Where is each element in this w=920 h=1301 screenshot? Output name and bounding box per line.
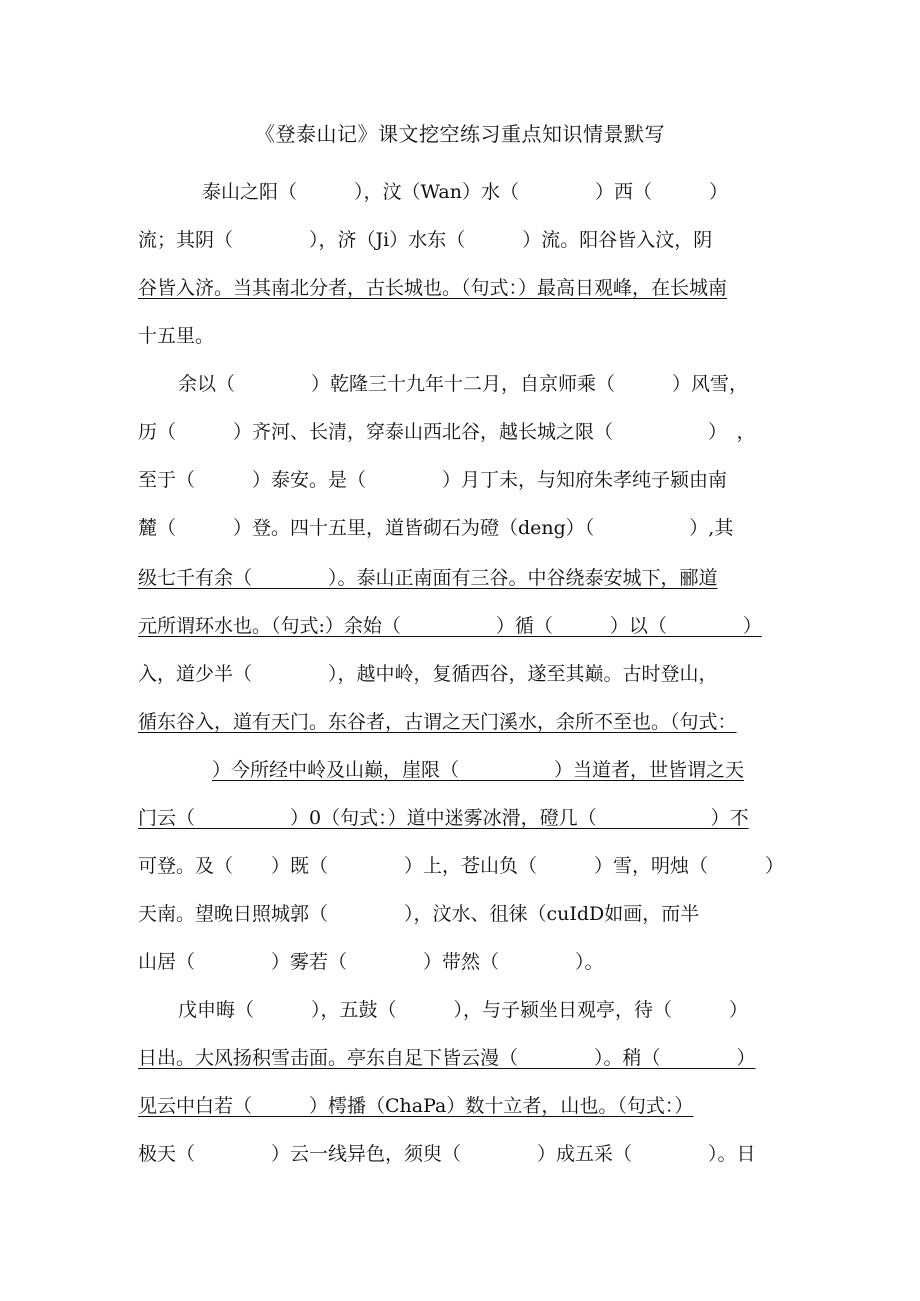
text-line: 戊申晦（ ），五鼓（ ），与子颍坐日观亭，待（ ） xyxy=(178,999,749,1021)
text-line: 元所谓环水也。（句式:）余始（ ）循（ ）以（ ） xyxy=(138,615,762,637)
text-line: 门云（ ）0（句式：）道中迷雾冰滑，磴几（ ）不 xyxy=(138,807,749,829)
text-line: 历（ ）齐河、长清，穿泰山西北谷，越长城之限（ ） ， xyxy=(138,421,756,443)
document-title: 《登泰山记》课文挖空练习重点知识情景默写 xyxy=(255,122,665,146)
text-line: 入，道少半（ ），越中岭，复循西谷，遂至其巅。古时登山， xyxy=(138,663,718,685)
text-line: 余以（ ）乾隆三十九年十二月，自京师乘（ ）风雪， xyxy=(178,373,749,395)
text-line: 循东谷入，道有天门。东谷者，古谓之天门溪水，余所不至也。（句式： xyxy=(138,711,737,733)
text-line: 日出。大风扬积雪击面。亭东自足下皆云漫（ ）。稍（ ） xyxy=(138,1047,756,1069)
text-line: 泰山之阳（ ），汶（Wan）水（ ）西（ ） xyxy=(202,181,728,203)
text-line: 流；其阴（ ），济（Ji）水东（ ）流。阳谷皆入汶，阴 xyxy=(138,229,713,251)
text-line: 谷皆入济。当其南北分者，古长城也。（句式：）最高日观峰，在长城南 xyxy=(138,277,728,299)
text-line: 十五里。 xyxy=(138,325,215,347)
text-line: 见云中白若（ ）樗播（ChaPa）数十立者，山也。（句式：） xyxy=(138,1095,694,1117)
text-line: 山居（ ）雾若（ ）带然（ ）。 xyxy=(138,951,604,973)
text-line: 极天（ ）云一线异色，须臾（ ）成五采（ ）。日 xyxy=(138,1143,756,1165)
text-line: 至于（ ）泰安。是（ ）月丁未，与知府朱孝纯子颍由南 xyxy=(138,469,728,491)
text-line: 天南。望晚日照城郭（ ），汶水、徂徕（cuIdD如画，而半 xyxy=(138,903,700,925)
text-line: 可登。及（ ）既（ ）上，苍山负（ ）雪，明烛（ ） xyxy=(138,855,785,877)
text-line: 级七千有余（ ）。泰山正南面有三谷。中谷绕泰安城下，郦道 xyxy=(138,567,718,589)
text-line: 麓（ ）登。四十五里，道皆砌石为磴（deng）（ ）,其 xyxy=(138,517,734,539)
text-line: ）今所经中岭及山巅，崖限（ ）当道者，世皆谓之天 xyxy=(212,759,745,781)
